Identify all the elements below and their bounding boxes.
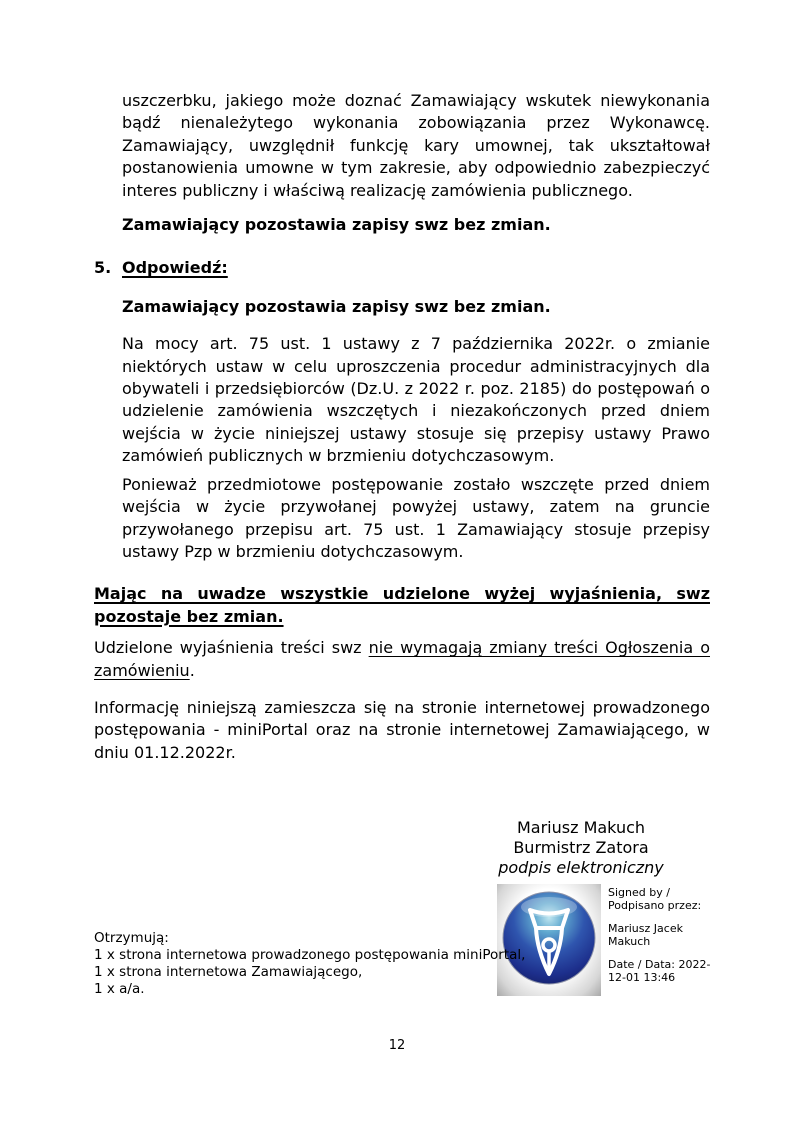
paragraph-uszczerbku: uszczerbku, jakiego może doznać Zamawiający wskutek niewykonania bądź nienależytego wykonania zobowiązania przez Wykonawcę. Zamawiający, uwzględnił funkcję kary umownej, tak ukształtował postanowienia umowne w tym zakresie, aby odpowiednio zabezpieczyć interes publiczny i właściwą realizację zamówienia publicznego. [122,91,710,200]
list-item-5-number: 5. [94,258,112,278]
paragraph-udzielone-period: . [189,660,195,680]
stamp-text [608,884,726,984]
heading-majac-na-uwadze: Mając na uwadze wszystkie udzielone wyżej wyjaśnienia, swz pozostaje bez zmian. [94,584,710,626]
paragraph-udzielone-underlined: nie wymagają zmiany treści Ogłoszenia o zamówieniu [94,638,710,680]
paragraph-na-mocy: Na mocy art. 75 ust. 1 ustawy z 7 października 2022r. o zmianie niektórych ustaw w celu uproszczenia procedur administracyjnych dla obywateli i przedsiębiorców (Dz.U. z 2022 r. poz. 2185) do postępowań o udzielenie zamówienia wszczętych i niezakończonych przed dniem wejścia w życie niniejszej ustawy stosuje się przepisy ustawy Prawo zamówień publicznych w brzmieniu dotychczasowym. [122,334,710,466]
signature-block [495,818,667,878]
paragraph-poniewaz: Ponieważ przedmiotowe postępowanie zostało wszczęte przed dniem wejścia w życie przywołanej powyżej ustawy, zatem na gruncie przywołanego przepisu art. 75 ust. 1 Zamawiający stosuje przepisy ustawy Pzp w brzmieniu dotychczasowym. [122,474,710,561]
stamp-signer-name: Mariusz Jacek Makuch [608,922,683,948]
paragraph-informacje: Informację niniejszą zamieszcza się na stronie internetowej prowadzonego postępowania - miniPortal oraz na stronie internetowej Zamawiającego, w dniu 01.12.2022r. [94,697,710,762]
statement-no-changes-2: Zamawiający pozostawia zapisy swz bez zmian. [122,296,551,316]
list-item-5 [94,257,710,279]
stamp-signed-by: Signed by / Podpisano przez: [608,886,702,912]
distribution-list-item: 1 x a/a. [94,981,145,997]
paragraph-udzielone [94,637,710,682]
electronic-signature-stamp [497,884,726,996]
signer-name: Mariusz Makuch [516,818,646,837]
document-body [94,90,710,764]
list-item-5-heading: Odpowiedź: [122,258,228,278]
statement-no-changes-1: Zamawiający pozostawia zapisy swz bez zmian. [122,215,551,235]
distribution-list-label: Otrzymują: [94,930,169,946]
page-number: 12 [388,1038,406,1053]
signature-type: podpis elektroniczny [498,858,664,877]
paragraph-udzielone-prefix: Udzielone wyjaśnienia treści swz [94,638,369,658]
signer-title: Burmistrz Zatora [513,838,649,857]
distribution-list-item: 1 x strona internetowa prowadzonego postępowania miniPortal, [94,947,526,963]
distribution-list [94,930,525,998]
distribution-list-item: 1 x strona internetowa Zamawiającego, [94,964,363,980]
stamp-date: Date / Data: 2022- 12-01 13:46 [608,958,711,984]
